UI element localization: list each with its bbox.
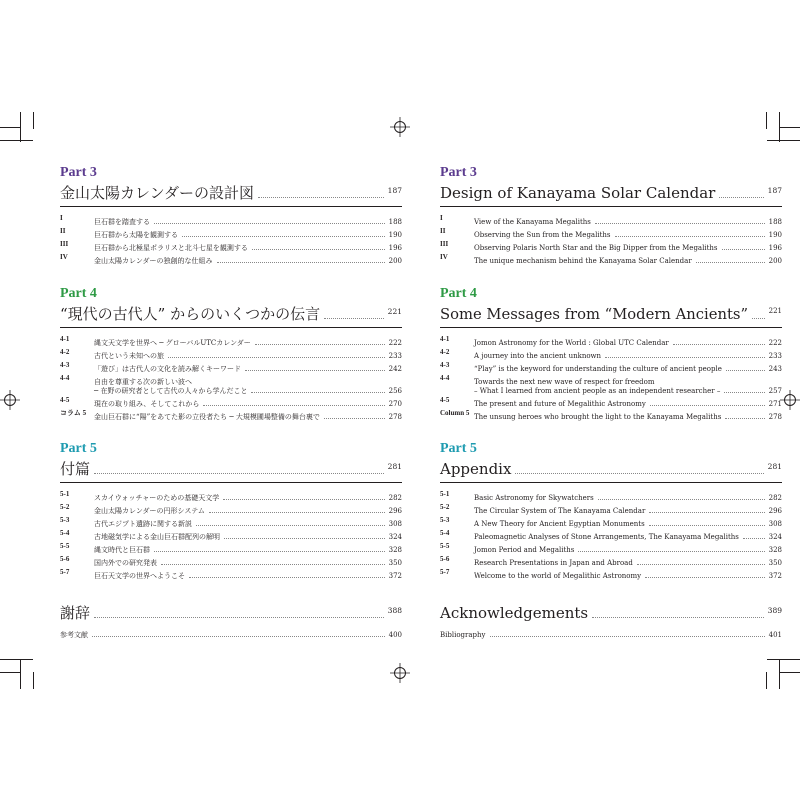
dot-leader: [168, 357, 385, 358]
entry-number: 5-3: [440, 516, 450, 524]
crop-mark: [33, 112, 34, 129]
entry-title: [474, 507, 645, 516]
entry-number: 5-7: [60, 568, 70, 576]
entry-title-line: 現在の取り組み、そしてこれから: [94, 400, 200, 408]
toc-part: [60, 441, 402, 581]
page-number: 257: [768, 387, 782, 395]
page-number: 281: [767, 462, 782, 471]
entry-title: [474, 244, 718, 253]
toc-entry: [440, 335, 782, 348]
part-title: Appendix: [440, 460, 512, 478]
entry-title: [94, 507, 205, 516]
toc-entry: [440, 348, 782, 361]
entry-number: コラム 5: [60, 409, 87, 417]
dot-leader: [154, 223, 385, 224]
toc-entry: [440, 240, 782, 253]
dot-leader: [94, 473, 384, 474]
page-number: 187: [387, 186, 402, 195]
toc-entry: [440, 396, 782, 409]
entry-number: 5-2: [60, 503, 70, 511]
dot-leader: [324, 318, 384, 319]
entry-number: 4-4: [60, 374, 70, 382]
entry-number: 4-2: [440, 348, 450, 356]
entry-title-line: View of the Kanayama Megaliths: [474, 218, 591, 226]
entry-title-line: Towards the next new wave of respect for freedom: [474, 378, 655, 386]
entry-number: 5-6: [440, 555, 450, 563]
toc-entry: [60, 240, 402, 253]
toc-entry: [440, 503, 782, 516]
entry-number: 5-4: [440, 529, 450, 537]
page-number: 188: [768, 218, 782, 226]
entry-title: [474, 365, 722, 374]
toc-entry: [60, 490, 402, 503]
part-label: Part 4: [60, 286, 97, 301]
page-number: 271: [768, 400, 782, 408]
page-number: 350: [768, 559, 782, 567]
entry-title-line: The present and future of Megalithic Astronomy: [474, 400, 646, 408]
dot-leader: [223, 499, 384, 500]
registration-mark-icon: [780, 390, 800, 410]
page-number: 296: [768, 507, 782, 515]
part-title: “現代の古代人” からのいくつかの伝言: [60, 305, 321, 323]
entry-number: 5-5: [440, 542, 450, 550]
part-title-row: [60, 302, 402, 328]
page-number: 324: [768, 533, 782, 541]
dot-leader: [161, 564, 385, 565]
dot-leader: [490, 636, 765, 637]
acknowledgements-title: Acknowledgements: [440, 604, 589, 622]
dot-leader: [595, 223, 765, 224]
toc-entry: [60, 348, 402, 361]
bibliography-row: [60, 627, 402, 640]
entry-number: 5-1: [60, 490, 70, 498]
toc-entry: [440, 253, 782, 266]
entry-title: [94, 413, 320, 422]
page-number: 221: [387, 307, 402, 316]
crop-mark: [33, 672, 34, 689]
registration-mark-icon: [390, 663, 410, 683]
acknowledgements-title: 謝辞: [60, 604, 91, 622]
entry-title: [474, 559, 633, 568]
acknowledgements-row: [60, 601, 402, 625]
entry-number: 4-1: [440, 335, 450, 343]
page-number: 308: [388, 520, 402, 528]
entry-title: [94, 365, 241, 374]
dot-leader: [637, 564, 765, 565]
part-label: Part 3: [60, 165, 97, 180]
page-number: 196: [388, 244, 402, 252]
entry-title: [94, 218, 150, 227]
entry-title-line: The unsung heroes who brought the light to the Kanayama Megaliths: [474, 413, 722, 421]
entry-title-line: 巨石群から北極星ポラリスと北斗七星を観測する: [94, 244, 248, 252]
page-number: 278: [768, 413, 782, 421]
part-title-row: [60, 457, 402, 483]
entry-title-line: A New Theory for Ancient Egyptian Monuments: [474, 520, 645, 528]
dot-leader: [719, 197, 763, 198]
toc-entry: [60, 253, 402, 266]
dot-leader: [673, 344, 765, 345]
bibliography-row: [440, 627, 782, 640]
dot-leader: [578, 551, 764, 552]
entry-title: [94, 339, 251, 348]
part-title-row: [440, 302, 782, 328]
crop-mark: [779, 112, 780, 142]
dot-leader: [598, 499, 765, 500]
dot-leader: [722, 249, 765, 250]
dot-leader: [724, 392, 764, 393]
dot-leader: [252, 249, 385, 250]
entry-number: 4-3: [60, 361, 70, 369]
crop-mark: [0, 127, 20, 128]
page-number: 389: [767, 606, 782, 615]
entry-title-line: Jomon Period and Megaliths: [474, 546, 575, 554]
crop-mark: [779, 659, 780, 689]
dot-leader: [189, 577, 385, 578]
entry-title: [474, 546, 574, 555]
bibliography-label: Bibliography: [440, 631, 486, 639]
toc-part: [60, 165, 402, 266]
crop-mark: [20, 112, 21, 142]
entry-number: Column 5: [440, 409, 470, 417]
entry-title-line: 金山巨石群に“陽”をあてた影の立役者たち ─ 大規模圃場整備の舞台裏で: [94, 413, 320, 421]
entry-title-line: 国内外での研究発表: [94, 559, 157, 567]
page-number: 282: [388, 494, 402, 502]
entry-number: III: [440, 240, 449, 248]
dot-leader: [645, 577, 765, 578]
toc-entry: [60, 396, 402, 409]
entry-title: [94, 572, 185, 581]
page-number: 233: [768, 352, 782, 360]
entry-number: 5-1: [440, 490, 450, 498]
entry-title: [94, 257, 213, 266]
crop-mark: [766, 672, 767, 689]
acknowledgements-row: [440, 601, 782, 625]
dot-leader: [605, 357, 765, 358]
page-number: 200: [768, 257, 782, 265]
toc-entry: [60, 374, 402, 396]
entry-title-line: ─ 在野の研究者として古代の人々から学んだこと: [94, 387, 248, 395]
entry-title-line: 古代エジプト遺跡に関する新説: [94, 520, 192, 528]
entry-title-line: – What I learned from ancient people as an independent researcher –: [474, 387, 721, 395]
page-number: 372: [388, 572, 402, 580]
page-number: 281: [387, 462, 402, 471]
toc-part: [60, 286, 402, 422]
dot-leader: [255, 344, 385, 345]
dot-leader: [251, 392, 384, 393]
entry-number: IV: [440, 253, 448, 261]
part-title-row: [60, 181, 402, 207]
page-number: 188: [388, 218, 402, 226]
entry-title-line: The unique mechanism behind the Kanayama Solar Calendar: [474, 257, 692, 265]
toc-entry: [60, 516, 402, 529]
entry-title-line: 「遊び」は古代人の文化を読み解くキーワード: [94, 365, 241, 373]
toc-entry: [440, 555, 782, 568]
part-label: Part 4: [440, 286, 477, 301]
toc-entry: [440, 542, 782, 555]
page-number: 190: [388, 231, 402, 239]
part-title: Design of Kanayama Solar Calendar: [440, 184, 716, 202]
toc-entry: [440, 516, 782, 529]
crop-mark: [0, 672, 20, 673]
part-title-row: [440, 181, 782, 207]
entry-title-line: Paleomagnetic Analyses of Stone Arrangements, The Kanayama Megaliths: [474, 533, 739, 541]
entry-number: IV: [60, 253, 68, 261]
dot-leader: [258, 197, 384, 198]
entry-title: [94, 546, 150, 555]
entry-number: I: [440, 214, 443, 222]
dot-leader: [209, 512, 385, 513]
page-number: 196: [768, 244, 782, 252]
entry-title: [474, 413, 721, 422]
entry-title: [474, 400, 646, 409]
registration-mark-icon: [0, 390, 20, 410]
page-number: 278: [388, 413, 402, 421]
entry-title-line: スカイウォッチャーのための基礎天文学: [94, 494, 220, 502]
entry-title: [474, 352, 601, 361]
entry-title: [94, 533, 220, 542]
entry-title-line: 巨石群から太陽を観測する: [94, 231, 178, 239]
entry-title: [94, 559, 157, 568]
toc-entry: [440, 568, 782, 581]
dot-leader: [725, 418, 764, 419]
crop-mark: [766, 112, 767, 129]
entry-number: 4-4: [440, 374, 450, 382]
entry-number: 4-2: [60, 348, 70, 356]
toc-entry: [60, 227, 402, 240]
entry-title: [474, 378, 720, 396]
entry-number: 5-6: [60, 555, 70, 563]
entry-title-line: 縄文天文学を世界へ ─ グローバルUTCカレンダー: [94, 339, 251, 347]
entry-title-line: 古地磁気学による金山巨石群配列の解明: [94, 533, 220, 541]
dot-leader: [696, 262, 765, 263]
entry-title-line: 巨石群を踏査する: [94, 218, 150, 226]
page-number: 270: [388, 400, 402, 408]
dot-leader: [324, 418, 385, 419]
entry-title-line: 自由を尊重する次の新しい波へ: [94, 378, 192, 386]
entry-number: II: [60, 227, 66, 235]
dot-leader: [92, 636, 385, 637]
entry-title: [94, 244, 248, 253]
dot-leader: [245, 370, 385, 371]
back-matter: [440, 601, 782, 640]
part-label: Part 3: [440, 165, 477, 180]
page-number: 190: [768, 231, 782, 239]
entry-number: 4-5: [60, 396, 70, 404]
dot-leader: [650, 405, 765, 406]
page-number: 233: [388, 352, 402, 360]
page-number: 222: [388, 339, 402, 347]
entry-title-line: “Play” is the keyword for understanding the culture of ancient people: [474, 365, 722, 373]
entry-title-line: 縄文時代と巨石群: [94, 546, 150, 554]
entry-title-line: Jomon Astronomy for the World : Global UTC Calendar: [474, 339, 669, 347]
entry-title: [94, 352, 164, 361]
entry-number: 5-4: [60, 529, 70, 537]
toc-entry: [440, 409, 782, 422]
dot-leader: [203, 405, 384, 406]
crop-mark: [767, 140, 800, 141]
dot-leader: [224, 538, 385, 539]
toc-part: [440, 165, 782, 266]
entry-title: [474, 520, 645, 529]
dot-leader: [217, 262, 385, 263]
entry-title-line: 金山太陽カレンダーの円形システム: [94, 507, 205, 515]
entry-title: [474, 494, 594, 503]
entry-number: 5-7: [440, 568, 450, 576]
toc-entry: [60, 503, 402, 516]
dot-leader: [196, 525, 385, 526]
entry-title-line: A journey into the ancient unknown: [474, 352, 602, 360]
crop-mark: [0, 140, 33, 141]
entry-title: [474, 572, 641, 581]
page-number: 388: [387, 606, 402, 615]
entry-number: II: [440, 227, 446, 235]
entry-title: [474, 257, 692, 266]
page-number: 401: [768, 631, 782, 639]
entry-title: [474, 218, 591, 227]
page-number: 350: [388, 559, 402, 567]
entry-title: [94, 520, 192, 529]
dot-leader: [94, 617, 384, 618]
entry-title: [474, 339, 669, 348]
page-number: 221: [768, 307, 782, 315]
page-number: 222: [768, 339, 782, 347]
dot-leader: [615, 236, 765, 237]
entry-title: [94, 400, 199, 409]
entry-title-line: Observing Polaris North Star and the Big Dipper from the Megaliths: [474, 244, 718, 252]
toc-part: [440, 286, 782, 422]
toc-entry: [440, 361, 782, 374]
page-number: 256: [388, 387, 402, 395]
entry-title-line: 古代という未知への旅: [94, 352, 164, 360]
page-number: 200: [388, 257, 402, 265]
page-number: 328: [388, 546, 402, 554]
entry-title: [474, 231, 611, 240]
toc-entry: [60, 214, 402, 227]
entry-title-line: The Circular System of The Kanayama Calendar: [474, 507, 646, 515]
entry-number: 5-3: [60, 516, 70, 524]
toc-entry: [60, 542, 402, 555]
toc-entry: [440, 529, 782, 542]
part-title-row: [440, 457, 782, 483]
dot-leader: [515, 473, 763, 474]
crop-mark: [780, 127, 800, 128]
entry-title-line: Research Presentations in Japan and Abroad: [474, 559, 633, 567]
dot-leader: [592, 617, 764, 618]
toc-entry: [60, 335, 402, 348]
part-title: Some Messages from “Modern Ancients”: [440, 306, 748, 323]
entry-number: III: [60, 240, 69, 248]
page-number: 324: [388, 533, 402, 541]
dot-leader: [649, 512, 764, 513]
entry-number: 5-2: [440, 503, 450, 511]
toc-part: [440, 441, 782, 581]
dot-leader: [182, 236, 385, 237]
toc-left-japanese: [60, 165, 402, 640]
entry-title-line: Basic Astronomy for Skywatchers: [474, 494, 594, 502]
entry-number: I: [60, 214, 63, 222]
toc-entry: [60, 529, 402, 542]
part-title: 金山太陽カレンダーの設計図: [60, 184, 255, 202]
entry-title: [94, 494, 219, 503]
page-number: 243: [768, 365, 782, 373]
entry-title-line: 巨石天文学の世界へようこそ: [94, 572, 185, 580]
crop-mark: [767, 659, 800, 660]
crop-mark: [0, 659, 33, 660]
toc-entry: [440, 214, 782, 227]
toc-entry: [60, 409, 402, 422]
toc-right-english: [440, 165, 782, 640]
page-number: 296: [388, 507, 402, 515]
toc-entry: [60, 555, 402, 568]
entry-number: 4-1: [60, 335, 70, 343]
crop-mark: [20, 659, 21, 689]
page-number: 372: [768, 572, 782, 580]
page-number: 242: [388, 365, 402, 373]
part-title: 付篇: [60, 460, 91, 478]
entry-title: [94, 378, 247, 396]
entry-title-line: 金山太陽カレンダーの独創的な仕組み: [94, 257, 213, 265]
registration-mark-icon: [390, 117, 410, 137]
page-number: 187: [767, 186, 782, 195]
dot-leader: [154, 551, 385, 552]
entry-number: 4-5: [440, 396, 450, 404]
dot-leader: [752, 318, 765, 319]
page-number: 328: [768, 546, 782, 554]
part-label: Part 5: [440, 441, 477, 456]
page-number: 282: [768, 494, 782, 502]
toc-entry: [440, 490, 782, 503]
bibliography-label: 参考文献: [60, 631, 88, 639]
part-label: Part 5: [60, 441, 97, 456]
entry-title: [474, 533, 739, 542]
entry-number: 5-5: [60, 542, 70, 550]
toc-entry: [60, 361, 402, 374]
page-number: 400: [388, 631, 402, 639]
dot-leader: [743, 538, 765, 539]
dot-leader: [726, 370, 765, 371]
entry-title: [94, 231, 178, 240]
toc-entry: [440, 227, 782, 240]
page-number: 308: [768, 520, 782, 528]
toc-entry: [60, 568, 402, 581]
dot-leader: [649, 525, 765, 526]
toc-entry: [440, 374, 782, 396]
back-matter: [60, 601, 402, 640]
entry-title-line: Welcome to the world of Megalithic Astronomy: [474, 572, 642, 580]
crop-mark: [780, 672, 800, 673]
entry-number: 4-3: [440, 361, 450, 369]
entry-title-line: Observing the Sun from the Megaliths: [474, 231, 611, 239]
